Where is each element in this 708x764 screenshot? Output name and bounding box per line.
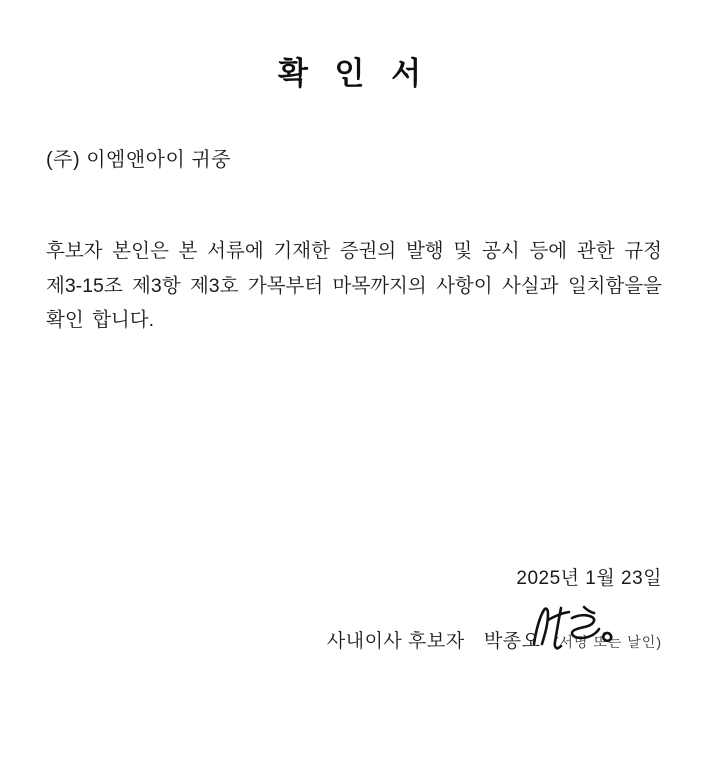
- body-text-block: [46, 234, 662, 338]
- document-page: [0, 48, 708, 764]
- date-line: 2025년 1월 23일: [516, 568, 662, 589]
- addressee-line: (주) 이엠앤아이 귀중: [46, 149, 231, 171]
- signer-name: 박종오: [483, 631, 541, 652]
- signature-line: [0, 626, 662, 653]
- body-paragraph: 후보자 본인은 본 서류에 기재한 증권의 발행 및 공시 등에 관한 규정 제3-15조 제3항 제3호 가목부터 마목까지의 사항이 사실과 일치함을을 확인 합니다.: [46, 240, 662, 332]
- signer-role: 사내이사 후보자: [326, 631, 465, 652]
- seal-note: (서명 또는 날인): [553, 634, 662, 650]
- page-title: 확 인 서: [277, 56, 431, 91]
